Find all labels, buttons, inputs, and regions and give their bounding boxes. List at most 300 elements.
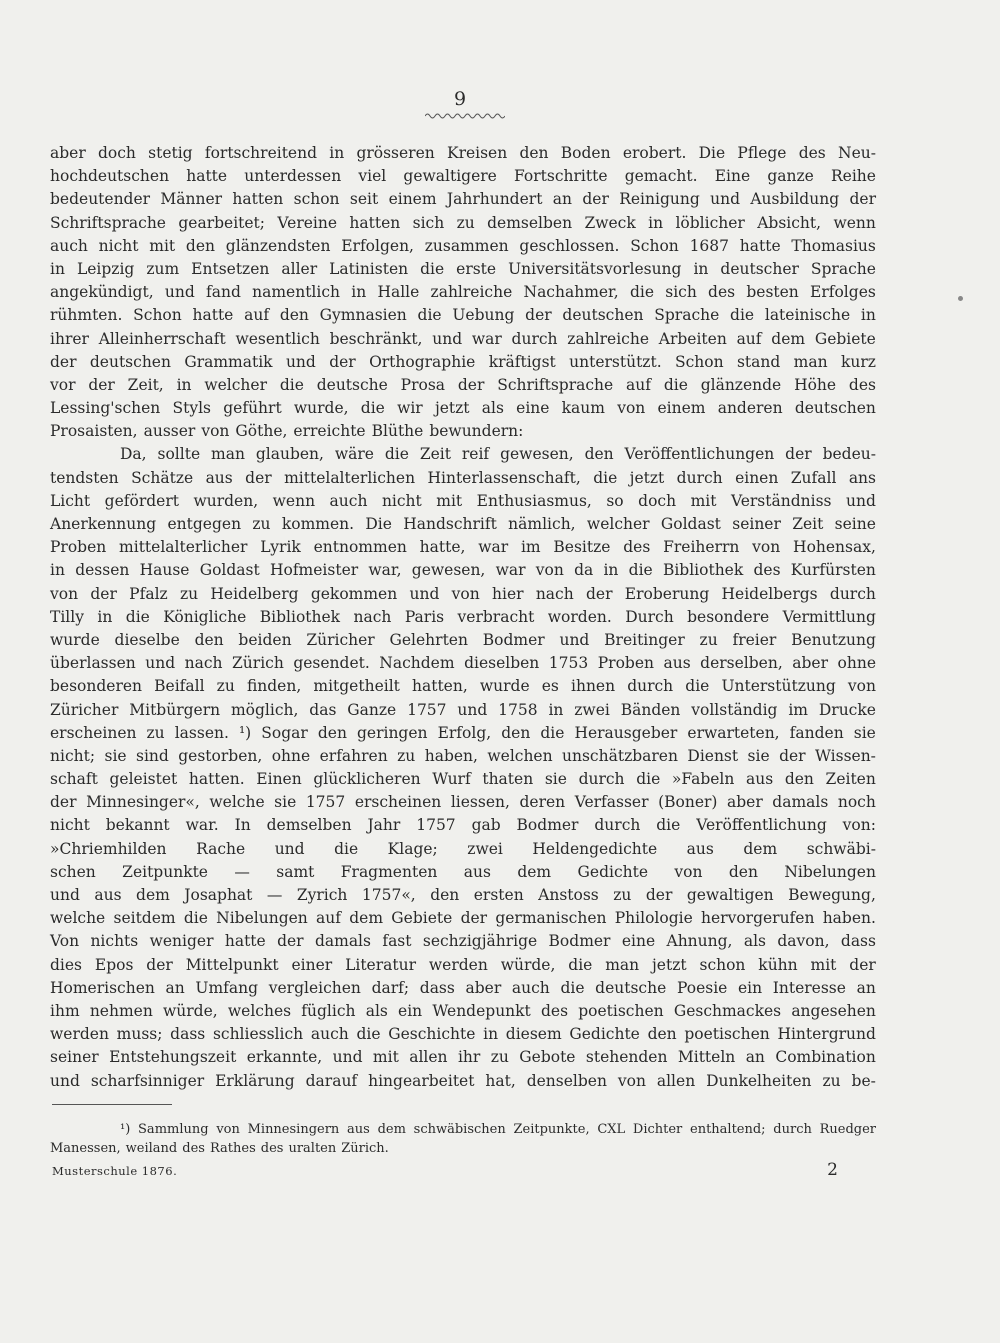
word: den [784, 770, 814, 789]
word: beiden [238, 630, 292, 649]
word: davon, [777, 932, 830, 951]
word: »Chriemhilden [50, 839, 167, 858]
word: Rache [196, 839, 246, 858]
word: der [849, 190, 876, 209]
word: an [165, 978, 185, 997]
word: grösseren [356, 144, 435, 162]
word: der [50, 352, 77, 371]
word: Herausgeber [574, 723, 678, 742]
word: Latinisten [329, 259, 409, 278]
page-number: 9 [453, 88, 467, 110]
word: Anstoss [538, 886, 599, 904]
word: der [785, 445, 812, 464]
word: die [685, 677, 710, 696]
text-line [50, 1070, 876, 1093]
word: erste [456, 259, 497, 278]
word: den [647, 1025, 677, 1044]
word: man [793, 352, 828, 371]
word: kräftigst [488, 352, 556, 371]
word: seit [349, 190, 379, 209]
word: ein [737, 978, 763, 997]
word: die [125, 607, 150, 626]
word: der [50, 793, 77, 812]
word: wenn [833, 213, 876, 232]
word: angekündigt, [50, 283, 154, 302]
word: Ahnung, [666, 932, 733, 951]
word: Verfasser [574, 793, 649, 812]
word: in [50, 259, 65, 278]
word: wurden, [193, 491, 259, 510]
word: ¹) [238, 723, 252, 742]
word: Da, [120, 445, 147, 464]
word: dem [517, 862, 552, 881]
word: zahlreiche [567, 329, 650, 348]
word: 1687 [689, 236, 730, 255]
word: werden [428, 955, 488, 974]
word: gab [471, 816, 501, 835]
word: in [860, 306, 876, 325]
word: möglich, [230, 700, 299, 719]
word: Proben [50, 538, 107, 557]
word: und [332, 1048, 363, 1067]
word: germanischen [495, 909, 607, 928]
word: und [164, 283, 195, 302]
word: mit [372, 1048, 399, 1067]
word: auf [736, 329, 762, 348]
word: bekannt [105, 816, 170, 835]
word: fortschreitend [204, 144, 318, 162]
word: Ausbildung [750, 190, 840, 209]
word: im [788, 700, 808, 719]
word: Freiherrn [663, 538, 740, 557]
footnote-divider [52, 1104, 172, 1105]
word: lateinische [764, 306, 851, 325]
word: haben. [822, 909, 876, 928]
word: Bewegung, [788, 886, 876, 904]
word: deutsche [316, 375, 388, 394]
word: viel [358, 167, 387, 186]
text-line [50, 699, 876, 722]
word: Höhe [794, 375, 837, 394]
word: allen [409, 1048, 448, 1067]
word: löblicher [675, 213, 745, 232]
word: Drucke [818, 700, 876, 719]
word: dies [50, 955, 83, 974]
word: Zeitpunkte, [513, 1122, 590, 1137]
word: Tilly [50, 607, 84, 626]
word: thaten [482, 770, 534, 789]
word: auch [50, 236, 88, 255]
word: zu [252, 515, 271, 533]
word: uralten [288, 1141, 337, 1156]
text-line [50, 490, 876, 513]
word: schon [293, 190, 340, 209]
word: Königliche [163, 607, 247, 626]
word: Reihe [831, 167, 876, 186]
printer-signature: Musterschule 1876. [52, 1164, 178, 1178]
word: Ruedger [819, 1122, 876, 1137]
word: Entsetzen [191, 259, 270, 278]
word: an [856, 978, 876, 997]
word: Bodmer [482, 630, 545, 649]
word: enthaltend; [690, 1122, 766, 1137]
word: mit [149, 236, 176, 255]
word: deutsche [595, 978, 667, 997]
word: Zeitpunkte [122, 862, 208, 881]
word: von [674, 862, 703, 881]
word: Heidelberg [210, 584, 299, 603]
word: von [617, 399, 646, 418]
word: der [586, 584, 613, 603]
text-line [50, 1023, 876, 1046]
word: Goldast [660, 515, 721, 533]
word: Sogar [261, 723, 308, 742]
word: Bänden [620, 700, 681, 719]
word: würde, [500, 955, 556, 974]
word: die [540, 723, 565, 742]
word: damals [772, 793, 829, 812]
word: Vermittlung [782, 607, 876, 626]
word: derselben, [700, 654, 783, 673]
word: deutscher [720, 259, 799, 278]
word: einen [735, 468, 779, 487]
word: auch [329, 491, 368, 510]
word: die [629, 283, 654, 302]
word: Josaphat [184, 886, 253, 904]
word: zusammen [424, 236, 509, 255]
word: welcher [586, 515, 650, 533]
text-line [50, 907, 876, 930]
word: freier [732, 630, 777, 649]
word: zu [822, 1071, 841, 1090]
word: demselben [487, 213, 573, 232]
word: der [525, 306, 552, 325]
word: wurde [479, 677, 530, 696]
word: nicht [98, 236, 139, 255]
word: doch [97, 144, 136, 162]
word: ohne [271, 746, 311, 765]
word: ohne [837, 654, 876, 673]
word: auch [310, 1025, 349, 1044]
word: entgegen [167, 515, 242, 533]
word: Combination [775, 1048, 876, 1067]
word: Fragmenten [340, 862, 438, 881]
word: zu [397, 746, 416, 765]
word: gefördert [104, 491, 179, 510]
word: Wendepunkt [432, 1001, 531, 1020]
word: Hintergrund [777, 1025, 876, 1044]
word: Sammlung [138, 1122, 209, 1137]
word: den [279, 306, 309, 325]
text-line [50, 397, 876, 420]
word: der [146, 955, 173, 974]
word: unterdessen [244, 167, 342, 186]
word: stand [736, 352, 781, 371]
word: lassen. [174, 723, 229, 742]
word: die [417, 306, 442, 325]
word: und [145, 654, 176, 673]
word: Minnesinger«, [86, 793, 200, 812]
word: Reinigung [619, 190, 700, 209]
word: Schon [630, 236, 679, 255]
word: erwarteten, [687, 723, 780, 742]
word: fanden [789, 723, 844, 742]
word: glänzende [700, 375, 782, 394]
word: Schon [133, 306, 182, 325]
text-line [50, 768, 876, 791]
word: Epos [94, 955, 134, 974]
word: von [216, 1122, 240, 1137]
word: Gymnasien [319, 306, 407, 325]
word: in [693, 259, 709, 278]
word: gewesen, [411, 561, 486, 580]
text-line [50, 513, 876, 536]
word: von [752, 538, 781, 557]
text-line [50, 745, 876, 768]
word: die [663, 375, 688, 394]
word: in [603, 561, 619, 580]
word: hatten, [412, 677, 468, 696]
word: jetzt [434, 399, 470, 418]
word: Hohensax, [793, 538, 876, 557]
word: Sprache [654, 306, 720, 325]
word: Lessing'schen [50, 399, 161, 418]
word: im [520, 538, 541, 557]
text-line [50, 606, 876, 629]
word: sie [274, 793, 297, 812]
word: rühmten. [50, 306, 123, 325]
word: und [432, 329, 463, 348]
word: des [798, 144, 826, 162]
word: wenn [272, 491, 316, 510]
word: sind [136, 746, 169, 765]
word: geschlossen. [519, 236, 620, 255]
word: überlassen [50, 654, 136, 673]
word: Halle [377, 283, 420, 302]
word: und [285, 352, 316, 371]
word: stetig [148, 144, 193, 162]
word: an [745, 1048, 765, 1067]
word: in [351, 283, 367, 302]
word: Proben [597, 654, 654, 673]
word: nehmen [89, 1001, 153, 1020]
text-line [50, 374, 876, 397]
word: Wurf [432, 770, 471, 789]
text-line [50, 884, 876, 907]
word: deren [519, 793, 566, 812]
word: nicht [381, 491, 422, 510]
word: sich [412, 213, 445, 232]
word: Zufall [790, 468, 837, 487]
word: Hofmeister [269, 561, 359, 580]
word: war [495, 561, 526, 580]
word: geringen [356, 723, 428, 742]
word: dass [840, 932, 876, 951]
word: geführt [223, 399, 282, 418]
word: schon [699, 955, 746, 974]
signature-line [52, 1160, 878, 1180]
word: Kurfürsten [790, 561, 876, 580]
word: diesem [505, 1025, 562, 1044]
text-line [50, 351, 876, 374]
word: Geschmackes [673, 1001, 782, 1020]
word: als [743, 932, 766, 951]
text-line [50, 814, 876, 837]
word: Interesse [772, 978, 846, 997]
word: Heidelbergs [721, 584, 818, 603]
word: Literatur [345, 955, 417, 974]
word: aber [727, 793, 763, 812]
word: reif [461, 445, 490, 464]
word: Gelehrten [389, 630, 468, 649]
word: Bibliothek [662, 561, 744, 580]
word: Zürich [232, 654, 284, 673]
word: hat, [485, 1071, 516, 1090]
word: und [409, 584, 440, 603]
word: nicht [50, 816, 90, 835]
word: füglich [301, 1001, 356, 1020]
word: Absicht, [757, 213, 822, 232]
word: die [360, 399, 385, 418]
word: Hinterlassenschaft, [427, 468, 581, 487]
word: werden [50, 1025, 109, 1044]
word: dem [136, 886, 170, 904]
word: besten [746, 283, 799, 302]
word: sie [544, 770, 567, 789]
word: Verständniss [730, 491, 832, 510]
word: gestorben, [178, 746, 263, 765]
word: Handschrift [403, 515, 497, 533]
word: durch [578, 770, 625, 789]
word: Prosaisten, [50, 422, 138, 441]
word: da [574, 561, 594, 580]
ornament-wave-icon [425, 112, 505, 120]
word: kurz [840, 352, 876, 371]
word: ihr [457, 1048, 481, 1067]
word: seine [834, 515, 876, 533]
word: Unterstützung [721, 677, 836, 696]
word: wäre [334, 445, 374, 464]
word: wurde, [293, 399, 349, 418]
word: hervorgerufen [701, 909, 815, 928]
word: Manessen, [50, 1141, 121, 1156]
word: war. [185, 816, 219, 835]
text-line [50, 281, 876, 304]
word: Erfolges [810, 283, 876, 302]
word: Die [698, 144, 726, 162]
word: aller [281, 259, 318, 278]
word: Philologie [614, 909, 693, 928]
word: mitgetheilt [313, 677, 400, 696]
word: Boden [560, 144, 611, 162]
word: des [623, 538, 651, 557]
word: Gebote [519, 1048, 576, 1067]
word: Hause [139, 561, 190, 580]
word: Eroberung [624, 584, 710, 603]
word: Umfang [195, 978, 259, 997]
word: anderen [717, 399, 783, 418]
word: Bodmer [516, 816, 579, 835]
word: kühn [758, 955, 798, 974]
word: Züricher [306, 630, 375, 649]
word: Fortschritte [514, 167, 608, 186]
word: Minnesingern [247, 1122, 340, 1137]
text-line [50, 304, 876, 327]
word: haben, [424, 746, 478, 765]
word: war, [368, 561, 402, 580]
text-line [50, 536, 876, 559]
text-line [50, 467, 876, 490]
word: die [628, 561, 653, 580]
word: nach [184, 654, 223, 673]
word: hochdeutschen [50, 167, 170, 186]
word: die [279, 375, 304, 394]
word: Zeit [792, 515, 824, 533]
word: 1753 [548, 654, 589, 673]
word: und [50, 886, 80, 904]
text-line [50, 1000, 876, 1023]
word: Sprache [810, 259, 876, 278]
word: mit [810, 955, 837, 974]
word: Anerkennung [50, 515, 157, 533]
word: Rathes [209, 1141, 256, 1156]
word: dem [743, 839, 778, 858]
word: auf [316, 909, 341, 928]
word: denselben [526, 1071, 607, 1090]
word: den [317, 723, 347, 742]
word: durch [627, 677, 674, 696]
word: Erfolgen, [341, 236, 414, 255]
word: doch [638, 491, 677, 510]
footnote-line [50, 1139, 876, 1158]
word: eine [621, 932, 656, 951]
word: die [384, 445, 409, 464]
word: der [645, 886, 673, 904]
word: Uebung [452, 306, 515, 325]
word: Styls [172, 399, 212, 418]
word: der [88, 375, 115, 394]
word: Nachdem [379, 654, 455, 673]
word: des [182, 1141, 205, 1156]
word: Mittelpunkt [185, 955, 279, 974]
word: darf; [371, 978, 410, 997]
word: hingearbeitet [368, 1071, 475, 1090]
word: einem [657, 399, 706, 418]
word: dass [170, 1025, 206, 1044]
word: Licht [50, 491, 91, 510]
text-line [50, 629, 876, 652]
text-line [50, 165, 876, 188]
word: welches [227, 1001, 292, 1020]
word: jetzt [629, 468, 665, 487]
word: sechzigjährige [422, 932, 538, 951]
word: Alleinherrschaft [98, 329, 226, 348]
word: gemacht. [624, 167, 698, 186]
word: Heldengedichte [532, 839, 658, 858]
word: Eine [714, 167, 751, 186]
word: Neu- [838, 144, 876, 162]
word: erscheinen [50, 723, 137, 742]
word: Gedichte [577, 862, 649, 881]
word: der [90, 584, 117, 603]
word: besondere [687, 607, 770, 626]
word: (Boner) [658, 793, 718, 812]
word: die [656, 816, 681, 835]
word: beschränkt, [329, 329, 423, 348]
word: mittelalterlicher [119, 538, 248, 557]
word: einer [291, 955, 333, 974]
text-line [50, 142, 876, 165]
